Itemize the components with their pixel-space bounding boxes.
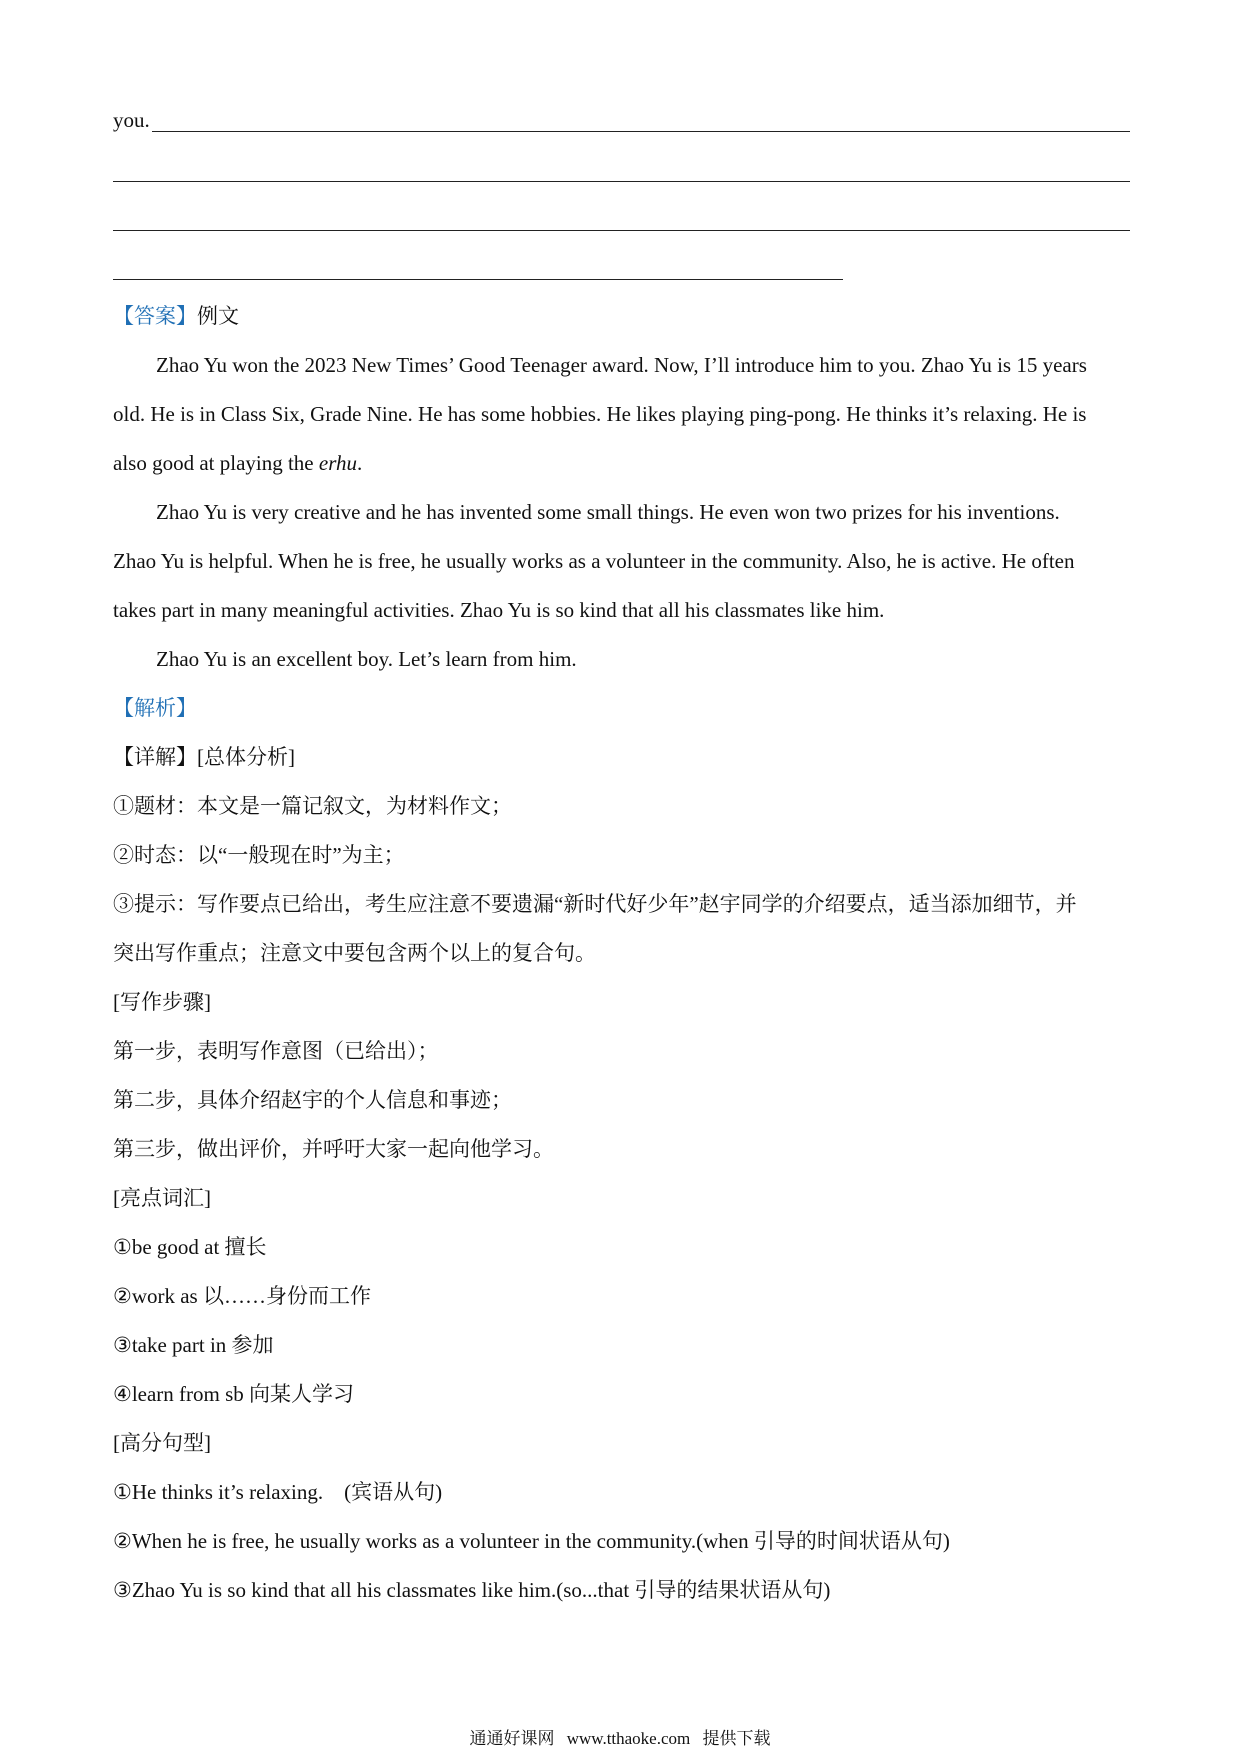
overall-item-3-line-1: ③提示：写作要点已给出，考生应注意不要遗漏“新时代好少年”赵宇同学的介绍要点，适当添加细节，并: [113, 892, 1077, 916]
detail-label: 【详解】: [113, 745, 197, 769]
page-footer: [0, 1728, 1240, 1750]
essay-paragraph-1-line-3: [113, 449, 362, 477]
analysis-label: 【解析】: [113, 696, 197, 720]
essay-paragraph-2-line-1: Zhao Yu is very creative and he has invented some small things. He even won two prizes for his inventions.: [156, 500, 1060, 524]
vocab-item-2: ②work as 以……身份而工作: [113, 1284, 371, 1308]
sentence-item-2: ②When he is free, he usually works as a volunteer in the community.(when 引导的时间状语从句): [113, 1529, 950, 1553]
overall-heading: [总体分析]: [197, 745, 295, 769]
overall-item-3-line-2: 突出写作重点；注意文中要包含两个以上的复合句。: [113, 941, 596, 965]
sentence-item-1: ①He thinks it’s relaxing. (宾语从句): [113, 1480, 443, 1504]
sentence-item-3: ③Zhao Yu is so kind that all his classmates like him.(so...that 引导的结果状语从句): [113, 1578, 831, 1602]
essay-paragraph-1-line-2: old. He is in Class Six, Grade Nine. He has some hobbies. He likes playing ping-pong. He thinks it’s relaxing. He is: [113, 402, 1087, 426]
footer-site-url[interactable]: www.tthaoke.com: [566, 1729, 691, 1748]
writing-blank-line: [152, 131, 1130, 132]
vocab-heading: [亮点词汇]: [113, 1186, 211, 1210]
essay-paragraph-2-line-2: Zhao Yu is helpful. When he is free, he usually works as a volunteer in the community. Also, he is active. He often: [113, 549, 1075, 573]
essay-italic-text: erhu: [318, 451, 358, 475]
writing-blank-line: [113, 279, 843, 280]
answer-title: 例文: [197, 304, 239, 328]
essay-paragraph-2-line-3: takes part in many meaningful activities. Zhao Yu is so kind that all his classmates like him.: [113, 598, 885, 622]
overall-item-1: ①题材：本文是一篇记叙文，为材料作文；: [113, 794, 512, 818]
footer-site-name: 通通好课网: [469, 1729, 555, 1748]
writing-blank-line: [113, 181, 1130, 182]
blank-line-prefix: you.: [113, 108, 150, 132]
detail-heading: [113, 743, 295, 771]
vocab-item-1: ①be good at 擅长: [113, 1235, 267, 1259]
vocab-item-3: ③take part in 参加: [113, 1333, 274, 1357]
step-1: 第一步，表明写作意图（已给出）；: [113, 1039, 439, 1063]
writing-blank-line: [113, 230, 1130, 231]
vocab-item-4: ④learn from sb 向某人学习: [113, 1382, 355, 1406]
overall-item-2: ②时态：以“一般现在时”为主；: [113, 843, 405, 867]
steps-heading: [写作步骤]: [113, 990, 211, 1014]
footer-note: 提供下载: [702, 1729, 771, 1748]
step-3: 第三步，做出评价，并呼吁大家一起向他学习。: [113, 1137, 554, 1161]
answer-heading: [113, 302, 239, 330]
answer-label: 【答案】: [113, 304, 197, 328]
step-2: 第二步，具体介绍赵宇的个人信息和事迹；: [113, 1088, 512, 1112]
essay-paragraph-1-line-1: Zhao Yu won the 2023 New Times’ Good Teenager award. Now, I’ll introduce him to you. Zhao Yu is 15 years: [156, 353, 1087, 377]
essay-text: also good at playing the: [113, 451, 319, 475]
sentence-heading: [高分句型]: [113, 1431, 211, 1455]
essay-paragraph-3-line-1: Zhao Yu is an excellent boy. Let’s learn from him.: [156, 647, 577, 671]
essay-text: .: [357, 451, 363, 475]
